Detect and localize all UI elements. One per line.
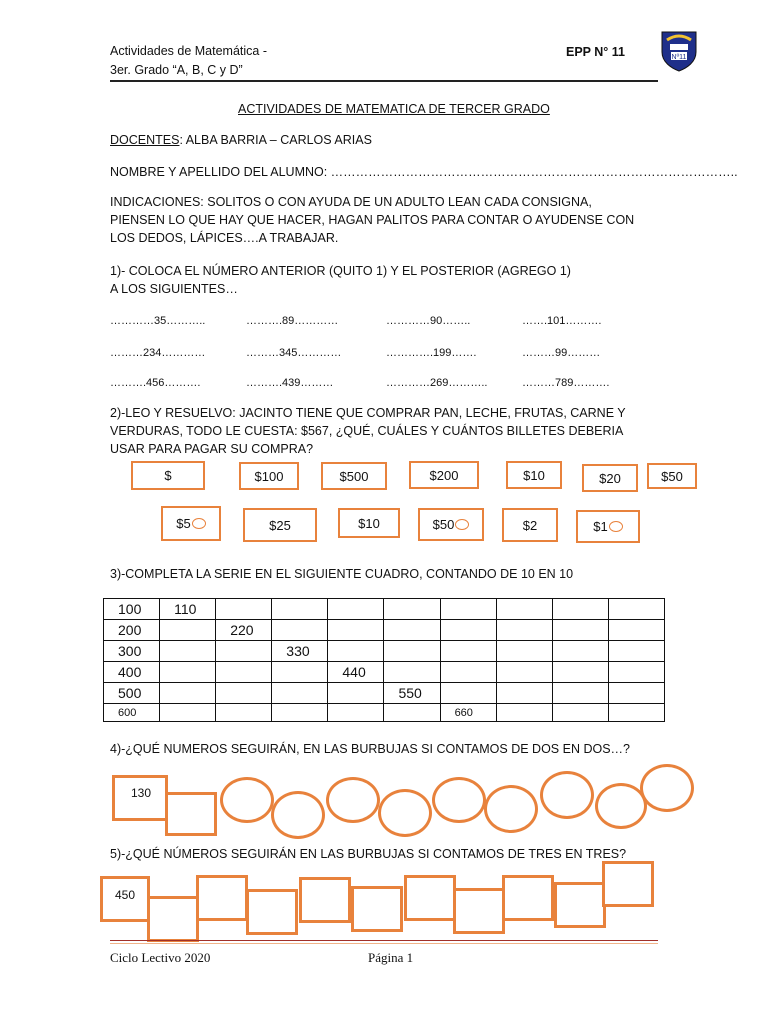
header-grade: 3er. Grado “A, B, C y D” xyxy=(110,63,243,77)
table-cell[interactable] xyxy=(216,599,272,620)
table-cell[interactable] xyxy=(440,683,496,704)
series-box[interactable] xyxy=(602,861,654,907)
table-row xyxy=(104,662,665,683)
table-cell: 550 xyxy=(384,683,440,704)
bill-box xyxy=(161,506,221,541)
table-cell[interactable] xyxy=(552,662,608,683)
table-cell[interactable] xyxy=(608,641,664,662)
bill-label: $200 xyxy=(429,467,459,483)
alumno-line: NOMBRE Y APELLIDO DEL ALUMNO: …………………………………………………………………………………….. xyxy=(110,165,738,179)
table-cell[interactable] xyxy=(328,620,384,641)
bill-box xyxy=(338,508,400,538)
table-cell[interactable] xyxy=(496,641,552,662)
q1-item: ……….439……… xyxy=(246,377,334,389)
q1-item: …….101………. xyxy=(522,315,602,327)
coin-icon xyxy=(192,518,206,529)
bill-label: $10 xyxy=(358,515,380,531)
bill-label: $10 xyxy=(523,467,545,483)
footer-page-number: Página 1 xyxy=(368,950,414,965)
table-cell[interactable] xyxy=(272,683,328,704)
table-cell[interactable] xyxy=(160,704,216,722)
bill-label: $100 xyxy=(254,468,284,484)
table-row xyxy=(104,620,665,641)
bill-label: $1 xyxy=(593,519,608,534)
table-cell: 400 xyxy=(104,662,160,683)
footer-cycle: Ciclo Lectivo 2020 xyxy=(110,950,211,965)
q4-prompt: 4)-¿QUÉ NUMEROS SEGUIRÁN, EN LAS BURBUJAS SI CONTAMOS DE DOS EN DOS…? xyxy=(110,742,630,756)
bill-box xyxy=(321,462,387,490)
table-cell[interactable] xyxy=(552,641,608,662)
header-subject: Actividades de Matemática - xyxy=(110,44,268,58)
bubble-circle[interactable] xyxy=(326,777,380,823)
table-cell[interactable] xyxy=(384,599,440,620)
docentes-line xyxy=(110,131,372,149)
table-cell[interactable] xyxy=(552,620,608,641)
table-cell: 500 xyxy=(104,683,160,704)
table-cell: 220 xyxy=(216,620,272,641)
table-cell[interactable] xyxy=(272,662,328,683)
table-cell[interactable] xyxy=(608,683,664,704)
series-box[interactable] xyxy=(246,889,298,935)
bill-box xyxy=(576,510,640,543)
table-cell[interactable] xyxy=(552,683,608,704)
bill-label: $50 xyxy=(432,517,455,532)
table-cell[interactable] xyxy=(608,599,664,620)
bubble-circle[interactable] xyxy=(432,777,486,823)
bill-label: $500 xyxy=(339,468,369,484)
q1-item: ………234………… xyxy=(110,347,206,359)
indicaciones: INDICACIONES: SOLITOS O CON AYUDA DE UN ADULTO LEAN CADA CONSIGNA, PIENSEN LO QUE HAY QUE HACER, HAGAN PALITOS PARA CONTAR O AYUDENSE CON LOS DEDOS, LÁPICES….A TRABAJAR. xyxy=(110,195,635,245)
bubble-circle[interactable] xyxy=(271,791,325,839)
series-box[interactable] xyxy=(453,888,505,934)
table-cell[interactable] xyxy=(496,620,552,641)
table-cell[interactable] xyxy=(496,662,552,683)
table-cell[interactable] xyxy=(440,620,496,641)
footer-rule xyxy=(110,940,658,941)
table-cell: 300 xyxy=(104,641,160,662)
table-row xyxy=(104,599,665,620)
header-rule xyxy=(110,80,658,82)
q1-item: …………35……….. xyxy=(110,315,206,327)
table-cell[interactable] xyxy=(160,683,216,704)
q5-prompt: 5)-¿QUÉ NÚMEROS SEGUIRÁN EN LAS BURBUJAS SI CONTAMOS DE TRES EN TRES? xyxy=(110,847,627,861)
footer-rule-accent xyxy=(110,943,658,944)
series-start-value: 450 xyxy=(115,888,136,902)
table-cell[interactable] xyxy=(216,662,272,683)
school-logo xyxy=(659,28,699,72)
coin-icon xyxy=(455,519,469,530)
docentes-value: : ALBA BARRIA – CARLOS ARIAS xyxy=(179,133,372,147)
q1-item: ………345………… xyxy=(246,347,342,359)
table-cell[interactable] xyxy=(384,704,440,722)
q1-item: ………99……… xyxy=(522,347,601,359)
q1-item: …………90…….. xyxy=(386,315,471,327)
series-box[interactable] xyxy=(196,875,248,921)
table-cell[interactable] xyxy=(272,620,328,641)
page-title: ACTIVIDADES DE MATEMATICA DE TERCER GRADO xyxy=(238,102,550,116)
table-cell[interactable] xyxy=(440,599,496,620)
bill-box xyxy=(239,462,299,490)
bubble-circle[interactable] xyxy=(378,789,432,837)
table-cell[interactable] xyxy=(216,683,272,704)
table-cell[interactable] xyxy=(440,641,496,662)
table-cell[interactable] xyxy=(440,662,496,683)
q1-prompt: 1)- COLOCA EL NÚMERO ANTERIOR (QUITO 1) Y EL POSTERIOR (AGREGO 1) A LOS SIGUIENTES… xyxy=(110,264,571,296)
table-cell: 100 xyxy=(104,599,160,620)
bubble-circle[interactable] xyxy=(220,777,274,823)
table-cell[interactable] xyxy=(160,641,216,662)
series-box[interactable] xyxy=(502,875,554,921)
q1-item: …………269……….. xyxy=(386,377,488,389)
table-cell[interactable] xyxy=(328,599,384,620)
table-cell[interactable] xyxy=(496,599,552,620)
bill-label: $20 xyxy=(599,470,621,486)
table-cell[interactable] xyxy=(384,662,440,683)
header-school: EPP N° 11 xyxy=(566,45,625,59)
bill-box xyxy=(506,461,562,489)
series-start-box xyxy=(100,876,150,922)
bill-box xyxy=(243,508,317,542)
table-cell[interactable] xyxy=(608,662,664,683)
table-cell[interactable] xyxy=(272,599,328,620)
q3-prompt: 3)-COMPLETA LA SERIE EN EL SIGUIENTE CUADRO, CONTANDO DE 10 EN 10 xyxy=(110,567,574,581)
series-box[interactable] xyxy=(554,882,606,928)
series-box[interactable] xyxy=(404,875,456,921)
table-cell: 200 xyxy=(104,620,160,641)
table-cell[interactable] xyxy=(496,704,552,722)
table-cell[interactable] xyxy=(328,683,384,704)
series-box[interactable] xyxy=(351,886,403,932)
bubble-circle[interactable] xyxy=(640,764,694,812)
bill-label: $5 xyxy=(176,516,191,531)
q2-prompt: 2)-LEO Y RESUELVO: JACINTO TIENE QUE COMPRAR PAN, LECHE, FRUTAS, CARNE Y VERDURAS, TODO LE CUESTA: $567, ¿QUÉ, CUÁLES Y CUÁNTOS BILLETES DEBERIA USAR PARA PAGAR SU COMPRA? xyxy=(110,406,626,456)
table-cell[interactable] xyxy=(328,641,384,662)
bubble-circle[interactable] xyxy=(484,785,538,833)
table-cell[interactable] xyxy=(272,704,328,722)
bill-label: $2 xyxy=(522,517,538,533)
bill-box xyxy=(418,508,484,541)
bill-box xyxy=(502,508,558,542)
table-row xyxy=(104,683,665,704)
table-cell: 110 xyxy=(160,599,216,620)
q1-item: ……….456………. xyxy=(110,377,201,389)
bill-label: $25 xyxy=(269,517,291,533)
series-box[interactable] xyxy=(299,877,351,923)
table-cell: 660 xyxy=(440,704,496,722)
table-cell[interactable] xyxy=(608,704,664,722)
bubble-circle[interactable] xyxy=(540,771,594,819)
logo-text: Nº11 xyxy=(671,54,687,61)
bubble-start-box xyxy=(112,775,168,821)
q1-item: ……….89………… xyxy=(246,315,339,327)
table-cell[interactable] xyxy=(328,704,384,722)
table-cell[interactable] xyxy=(496,683,552,704)
table-row xyxy=(104,641,665,662)
table-cell[interactable] xyxy=(160,662,216,683)
bill-label: $50 xyxy=(661,468,683,484)
series-box[interactable] xyxy=(147,896,199,942)
table-cell: 330 xyxy=(272,641,328,662)
docentes-label: DOCENTES xyxy=(110,133,180,147)
table-cell[interactable] xyxy=(216,641,272,662)
series-table xyxy=(103,598,665,722)
bill-box xyxy=(409,461,479,489)
bill-label: $ xyxy=(164,468,172,483)
table-cell[interactable] xyxy=(384,641,440,662)
table-cell: 600 xyxy=(104,704,160,722)
table-cell[interactable] xyxy=(216,704,272,722)
bubble-box[interactable] xyxy=(165,792,217,836)
q1-item: ………789………. xyxy=(522,377,610,389)
table-row xyxy=(104,704,665,722)
table-cell[interactable] xyxy=(160,620,216,641)
q1-item: ………….199……. xyxy=(386,347,477,359)
bill-box xyxy=(131,461,205,490)
table-cell: 440 xyxy=(328,662,384,683)
table-cell[interactable] xyxy=(384,620,440,641)
bill-box xyxy=(647,463,697,489)
bill-box xyxy=(582,464,638,492)
bubble-start-value: 130 xyxy=(131,786,152,800)
table-cell[interactable] xyxy=(552,599,608,620)
table-cell[interactable] xyxy=(608,620,664,641)
table-cell[interactable] xyxy=(552,704,608,722)
coin-icon xyxy=(609,521,623,532)
